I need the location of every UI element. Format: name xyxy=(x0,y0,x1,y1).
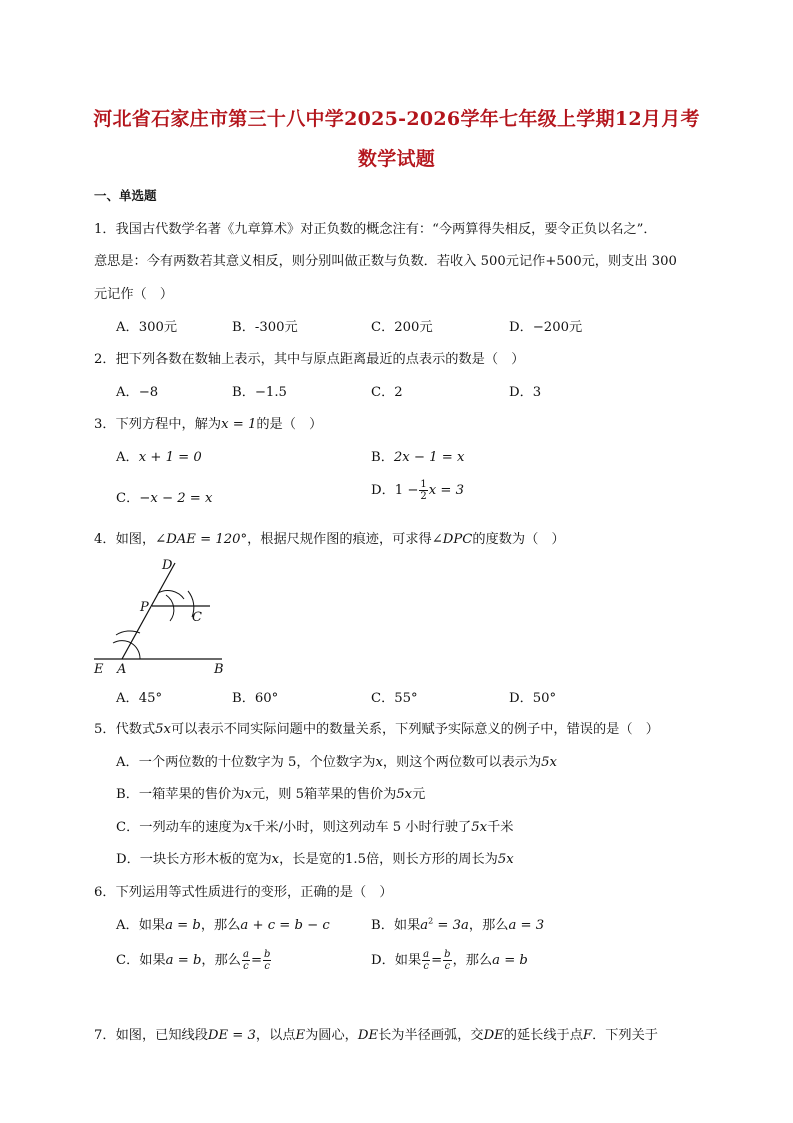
q3-option-b[interactable] xyxy=(371,446,464,465)
q6-b-text2: ，那么 xyxy=(468,918,509,933)
exam-title-line1: 河北省石家庄市第三十八中学2025-2026学年七年级上学期12月月考 xyxy=(93,108,700,130)
q5-b-math2: 5x xyxy=(396,787,413,802)
q6-b-math-a: a xyxy=(420,918,429,933)
q7-math3: DE xyxy=(357,1028,379,1043)
q5-option-c[interactable] xyxy=(116,816,513,835)
q5-stem-math: 5x xyxy=(155,722,171,737)
q5-d-math1: x xyxy=(271,852,280,867)
q5-a-math2: 5x xyxy=(541,755,557,770)
q5-d-math2: 5x xyxy=(497,852,514,867)
q6-a-text: A．如果 xyxy=(116,918,166,933)
q1-option-d[interactable]: D．−200元 xyxy=(509,320,583,335)
q3-a-math: x + 1 = 0 xyxy=(138,450,202,465)
q5-d-num: 1.5 xyxy=(345,852,366,867)
q3-stem xyxy=(94,413,322,432)
q6-b-math2: a = 3 xyxy=(508,918,545,933)
q7-math5: F xyxy=(582,1028,593,1043)
q6-c-math1: a = b xyxy=(165,953,202,968)
q2-option-c[interactable]: C．2 xyxy=(371,385,403,400)
q6-c-frac1-num: a xyxy=(242,949,249,960)
q1-option-a[interactable]: A．300元 xyxy=(116,320,178,335)
q4-stem-math1: ∠DAE = 120° xyxy=(155,532,248,547)
q6-d-frac2-den: c xyxy=(444,961,451,972)
q5-d-text: D．一块长方形木板的宽为 xyxy=(116,852,272,867)
q4-label-d: D xyxy=(162,558,173,573)
q7-text-e: 的延长线于点 xyxy=(503,1028,583,1043)
q6-d-frac1-den: c xyxy=(423,961,429,972)
q5-c-text2: 千米/小时，则这列动车 5 小时行驶了 xyxy=(252,820,472,835)
q4-option-b[interactable]: B．60° xyxy=(232,691,279,706)
q6-d-frac1 xyxy=(422,949,430,972)
q6-d-math2: a = b xyxy=(492,953,528,968)
q4-stem-mid: ，根据尺规作图的痕迹，可求得 xyxy=(247,532,432,547)
q6-c-eq: = xyxy=(250,953,262,968)
q5-d-text2: ，长是宽的 xyxy=(279,852,346,867)
q5-a-math1: x xyxy=(375,755,383,770)
q7-math1: DE = 3 xyxy=(207,1028,256,1043)
q7-text-d: 长为半径画弧，交 xyxy=(378,1028,484,1043)
q4-label-p: P xyxy=(140,600,149,615)
q4-stem xyxy=(94,528,565,547)
q3-stem-text: 3．下列方程中，解为 xyxy=(94,417,222,432)
exam-title-line2: 数学试题 xyxy=(357,148,436,170)
q3-stem-math: x = 1 xyxy=(221,417,257,432)
q4-figure xyxy=(88,555,238,675)
q4-option-d[interactable]: D．50° xyxy=(509,691,557,706)
q6-b-sup: 2 xyxy=(428,916,434,926)
q3-d-den: 2 xyxy=(420,491,427,502)
q6-d-text2: ，那么 xyxy=(452,953,493,968)
q4-stem-text: 4．如图， xyxy=(94,532,156,547)
q1-line3: 元记作（ ） xyxy=(94,287,174,302)
q1-line2: 意思是：今有两数若其意义相反，则分别叫做正数与负数．若收入 500元记作+500元，则支出 300 xyxy=(94,254,677,269)
q5-b-text: B．一箱苹果的售价为 xyxy=(116,787,245,802)
q6-c-frac1 xyxy=(242,949,250,972)
q2-stem: 2．把下列各数在数轴上表示，其中与原点距离最近的点表示的数是（ ） xyxy=(94,352,525,367)
q7-text-b: ，以点 xyxy=(255,1028,296,1043)
q3-c-label: C． xyxy=(116,491,140,506)
q6-a-math2: a + c = b − c xyxy=(240,918,330,933)
q7-text-c: 为圆心， xyxy=(305,1028,358,1043)
q3-a-label: A． xyxy=(116,450,139,465)
q6-d-frac2-num: b xyxy=(444,949,451,960)
q5-d-text3: 倍，则长方形的周长为 xyxy=(366,852,498,867)
q5-b-math1: x xyxy=(244,787,252,802)
q7-math4: DE xyxy=(483,1028,504,1043)
q6-c-frac2-den: c xyxy=(264,961,270,972)
q6-d-frac1-num: a xyxy=(423,949,430,960)
q2-option-d[interactable]: D．3 xyxy=(509,385,542,400)
q6-option-c[interactable] xyxy=(116,949,272,972)
q6-d-text: D．如果 xyxy=(371,953,422,968)
q6-d-frac2 xyxy=(443,949,451,972)
q4-label-a: A xyxy=(117,662,127,675)
q7-stem xyxy=(94,1024,658,1043)
q2-option-a[interactable]: A．−8 xyxy=(116,385,159,400)
q3-b-label: B． xyxy=(371,450,394,465)
q6-c-frac2 xyxy=(263,949,271,972)
q5-c-text: C．一列动车的速度为 xyxy=(116,820,245,835)
q7-math2: E xyxy=(295,1028,306,1043)
q7-text-f: ．下列关于 xyxy=(592,1028,658,1043)
q3-d-pre: 1 − xyxy=(394,483,419,498)
q4-label-e: E xyxy=(94,662,104,675)
q5-option-a[interactable] xyxy=(116,751,557,770)
q6-b-math-b: = 3a xyxy=(433,918,469,933)
q5-c-math2: 5x xyxy=(471,820,488,835)
q4-arc-p-top xyxy=(158,591,184,599)
q5-stem-after: 可以表示不同实际问题中的数量关系，下列赋予实际意义的例子中，错误的是（ ） xyxy=(170,722,659,737)
q5-b-text2: 元，则 5箱苹果的售价为 xyxy=(251,787,397,802)
q6-c-text2: ，那么 xyxy=(201,953,241,968)
q6-b-text: B．如果 xyxy=(371,918,421,933)
q3-option-d[interactable] xyxy=(371,479,464,502)
q1-line1: 1．我国古代数学名著《九章算术》对正负数的概念注有：“今两算得失相反，要令正负以名之”． xyxy=(94,222,657,237)
section-heading: 一、单选题 xyxy=(94,188,157,203)
q5-stem-text: 5．代数式 xyxy=(94,722,156,737)
q7-text-a: 7．如图，已知线段 xyxy=(94,1028,208,1043)
q4-stem-math2: ∠DPC xyxy=(431,532,473,547)
q5-option-b[interactable] xyxy=(116,783,425,802)
q4-label-b: B xyxy=(214,662,224,675)
q5-stem xyxy=(94,718,659,737)
q6-option-d[interactable] xyxy=(371,949,528,972)
q5-c-text3: 千米 xyxy=(487,820,514,835)
q5-a-text: A．一个两位数的十位数字为 5，个位数字为 xyxy=(116,755,376,770)
q4-option-c[interactable]: C．55° xyxy=(371,691,418,706)
q3-b-math: 2x − 1 = x xyxy=(393,450,465,465)
q4-stem-after: 的度数为（ ） xyxy=(472,532,565,547)
q6-option-a[interactable] xyxy=(116,914,330,933)
q6-stem: 6．下列运用等式性质进行的变形，正确的是（ ） xyxy=(94,885,393,900)
q5-option-d[interactable] xyxy=(116,848,514,867)
q5-a-text2: ，则这个两位数可以表示为 xyxy=(382,755,542,770)
q3-c-math: −x − 2 = x xyxy=(139,491,213,506)
q1-option-b[interactable]: B．-300元 xyxy=(232,320,298,335)
q6-d-eq: = xyxy=(431,953,443,968)
q2-option-b[interactable]: B．−1.5 xyxy=(232,385,287,400)
q5-b-text3: 元 xyxy=(412,787,426,802)
q6-c-frac1-den: c xyxy=(243,961,249,972)
q5-c-math1: x xyxy=(244,820,253,835)
q3-d-num: 1 xyxy=(420,479,427,490)
q6-a-math1: a = b xyxy=(165,918,201,933)
q6-option-b[interactable] xyxy=(371,914,544,933)
q1-option-c[interactable]: C．200元 xyxy=(371,320,433,335)
q3-option-c[interactable] xyxy=(116,487,212,506)
q6-c-frac2-num: b xyxy=(264,949,271,960)
q3-d-post: x = 3 xyxy=(428,483,465,498)
q4-arc-p xyxy=(166,595,174,621)
q3-d-label: D． xyxy=(371,483,395,498)
q4-label-c: C xyxy=(192,610,202,625)
q3-d-fraction xyxy=(419,479,427,502)
q3-stem-text-end: 的是（ ） xyxy=(256,417,323,432)
q3-option-a[interactable] xyxy=(116,446,202,465)
q4-option-a[interactable]: A．45° xyxy=(116,691,163,706)
q6-c-text: C．如果 xyxy=(116,953,166,968)
q6-a-text2: ，那么 xyxy=(200,918,241,933)
